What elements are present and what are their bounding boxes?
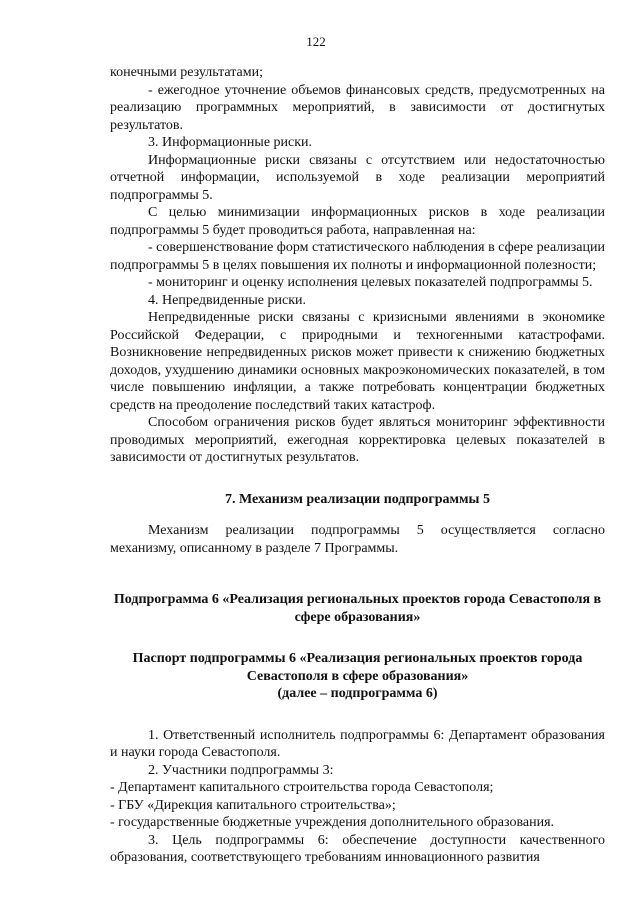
- paragraph: - ГБУ «Дирекция капитального строительства»;: [110, 797, 396, 813]
- paragraph: Информационные риски связаны с отсутствием или недостаточностью отчетной информации, используемой в ходе реализации мероприятий подпрограммы 5.: [110, 152, 605, 203]
- paragraph: С целью минимизации информационных рисков в ходе реализации подпрограммы 5 будет проводиться работа, направленная на:: [110, 205, 605, 238]
- paragraph: - совершенствование форм статистического наблюдения в сфере реализации подпрограммы 5 в целях повышения их полноты и информационной полезности;: [110, 240, 605, 273]
- paragraph: Непредвиденные риски связаны с кризисными явлениями в экономике Российской Федерации, с природными и техногенными катастрофами. Возникновение непредвиденных рисков может привести к снижению бюджетных доходов, ухудшению динамики основных макроэкономических показателей, в том числе повышению инфляции, а также потребовать концентрации бюджетных средств на преодоление последствий таких катастроф.: [110, 310, 605, 413]
- paragraph: 4. Непредвиденные риски.: [148, 292, 307, 308]
- passport-heading: Паспорт подпрограммы 6 «Реализация региональных проектов города Севастополя в сфере образования»: [132, 651, 583, 684]
- paragraph: - государственные бюджетные учреждения дополнительного образования.: [110, 815, 555, 830]
- paragraph: 1. Ответственный исполнитель подпрограммы 6: Департамент образования и науки города Севастополя.: [110, 727, 605, 760]
- subprogram-heading: Подпрограмма 6 «Реализация региональных проектов города Севастополя в сфере образования»: [113, 592, 602, 625]
- paragraph: Механизм реализации подпрограммы 5 осуществляется согласно механизму, описанному в разделе 7 Программы.: [110, 523, 605, 556]
- paragraph: 2. Участники подпрограммы 3:: [148, 762, 334, 778]
- paragraph: 3. Цель подпрограммы 6: обеспечение доступности качественного образования, соответствующего требованиям инновационного развития: [110, 832, 605, 865]
- page-number: 122: [306, 34, 326, 49]
- section-heading: 7. Механизм реализации подпрограммы 5: [225, 491, 490, 507]
- paragraph: Способом ограничения рисков будет являться мониторинг эффективности проводимых мероприятий, ежегодная корректировка целевых показателей в зависимости от достигнутых результатов.: [110, 415, 605, 465]
- paragraph: - ежегодное уточнение объемов финансовых средств, предусмотренных на реализацию программных мероприятий, в зависимости от достигнутых результатов.: [110, 82, 605, 133]
- paragraph: - мониторинг и оценку исполнения целевых показателей подпрограммы 5.: [148, 275, 593, 290]
- paragraph: 3. Информационные риски.: [148, 135, 313, 150]
- paragraph: - Департамент капитального строительства города Севастополя;: [110, 780, 494, 795]
- paragraph: конечными результатами;: [110, 65, 263, 80]
- passport-subheading: (далее – подпрограмма 6): [277, 686, 438, 701]
- document-body: [110, 64, 605, 867]
